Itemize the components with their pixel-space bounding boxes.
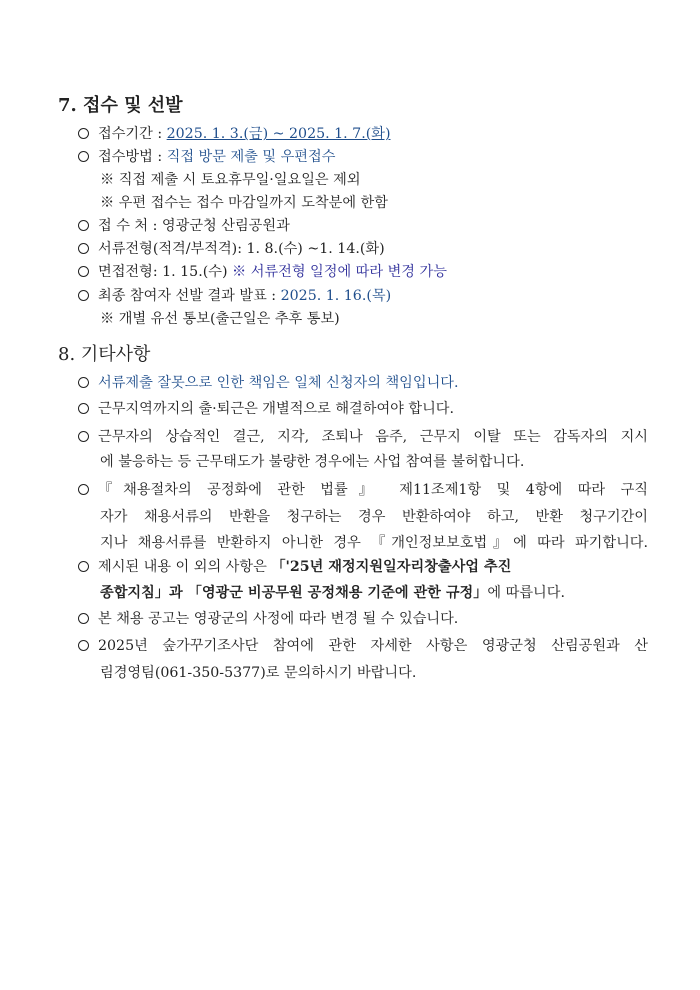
list-item-method: [78, 147, 335, 167]
method-label: 접수방법 :: [98, 149, 167, 165]
circle-bullet-icon: [78, 128, 89, 139]
section-8-heading: 8. 기타사항: [58, 344, 151, 365]
final-note: ※ 개별 유선 통보(출근일은 추후 통보): [100, 311, 340, 327]
item7-line2: 림경영팀(061-350-5377)로 문의하시기 바랍니다.: [100, 665, 417, 681]
interview-text: 면접전형: 1. 15.(수): [98, 264, 233, 280]
item5-bold2: 종합지침」과 「영광군 비공무원 공정채용 기준에 관한 규정」: [100, 585, 488, 601]
circle-bullet-icon: [78, 640, 89, 651]
list-item-3: [78, 427, 648, 447]
list-item-7: [78, 636, 648, 656]
item4-line3: 지나 채용서류를 반환하지 아니한 경우 『개인정보보호법』에 따라 파기합니다.: [100, 535, 648, 551]
list-item-period: [78, 124, 391, 144]
item5-bold1: 「'25년 재정지원일자리창출사업 추진: [271, 559, 512, 575]
list-item-2: [78, 399, 454, 419]
final-value: 2025. 1. 16.(목): [280, 288, 392, 304]
list-item-document-screening: [78, 239, 385, 259]
document-screening-text: 서류전형(적격/부적격): 1. 8.(수) ~1. 14.(화): [98, 241, 385, 257]
item3-line2: 에 불응하는 등 근무태도가 불량한 경우에는 사업 참여를 불허합니다.: [100, 454, 525, 470]
circle-bullet-icon: [78, 243, 89, 254]
circle-bullet-icon: [78, 151, 89, 162]
note-mail: ※ 우편 접수는 접수 마감일까지 도착분에 한함: [100, 195, 388, 211]
item7-line1: 2025년 숲가꾸기조사단 참여에 관한 자세한 사항은 영광군청 산림공원과 산: [98, 638, 648, 654]
item2-text: 근무지역까지의 출·퇴근은 개별적으로 해결하여야 합니다.: [98, 401, 454, 417]
item5-prefix: 제시된 내용 이 외의 사항은: [98, 559, 267, 575]
circle-bullet-icon: [78, 613, 89, 624]
list-item-1: [78, 373, 459, 393]
circle-bullet-icon: [78, 377, 89, 388]
item5-suffix: 에 따릅니다.: [487, 585, 565, 601]
office-text: 접 수 처 : 영광군청 산림공원과: [98, 218, 290, 234]
circle-bullet-icon: [78, 266, 89, 277]
circle-bullet-icon: [78, 431, 89, 442]
item4-line2: 자가 채용서류의 반환을 청구하는 경우 반환하여야 하고, 반환 청구기간이: [100, 509, 648, 525]
final-label: 최종 참여자 선발 결과 발표 :: [98, 288, 281, 304]
period-value: 2025. 1. 3.(금) ~ 2025. 1. 7.(화): [166, 126, 391, 142]
circle-bullet-icon: [78, 561, 89, 572]
item3-line1: 근무자의 상습적인 결근, 지각, 조퇴나 음주, 근무지 이탈 또는 감독자의 지시: [98, 429, 648, 445]
note-visit: ※ 직접 제출 시 토요휴무일·일요일은 제외: [100, 172, 361, 188]
list-item-6: [78, 609, 458, 629]
method-value: 직접 방문 제출 및 우편접수: [166, 149, 336, 165]
list-item-final: [78, 286, 391, 306]
item5-line2: [100, 583, 565, 603]
interview-note: ※ 서류전형 일정에 따라 변경 가능: [232, 264, 447, 280]
item1-text: 서류제출 잘못으로 인한 책임은 일체 신청자의 책임입니다.: [98, 375, 459, 391]
item4-line1: 『채용절차의 공정화에 관한 법률』 제11조제1항 및 4항에 따라 구직: [98, 482, 648, 498]
period-label: 접수기간 :: [98, 126, 167, 142]
list-item-4: [78, 480, 648, 500]
circle-bullet-icon: [78, 403, 89, 414]
list-item-office: [78, 216, 290, 236]
circle-bullet-icon: [78, 220, 89, 231]
circle-bullet-icon: [78, 290, 89, 301]
item6-text: 본 채용 공고는 영광군의 사정에 따라 변경 될 수 있습니다.: [98, 611, 459, 627]
list-item-5: [78, 557, 511, 577]
list-item-interview: [78, 262, 447, 282]
circle-bullet-icon: [78, 484, 89, 495]
section-7-heading: 7. 접수 및 선발: [58, 95, 183, 116]
